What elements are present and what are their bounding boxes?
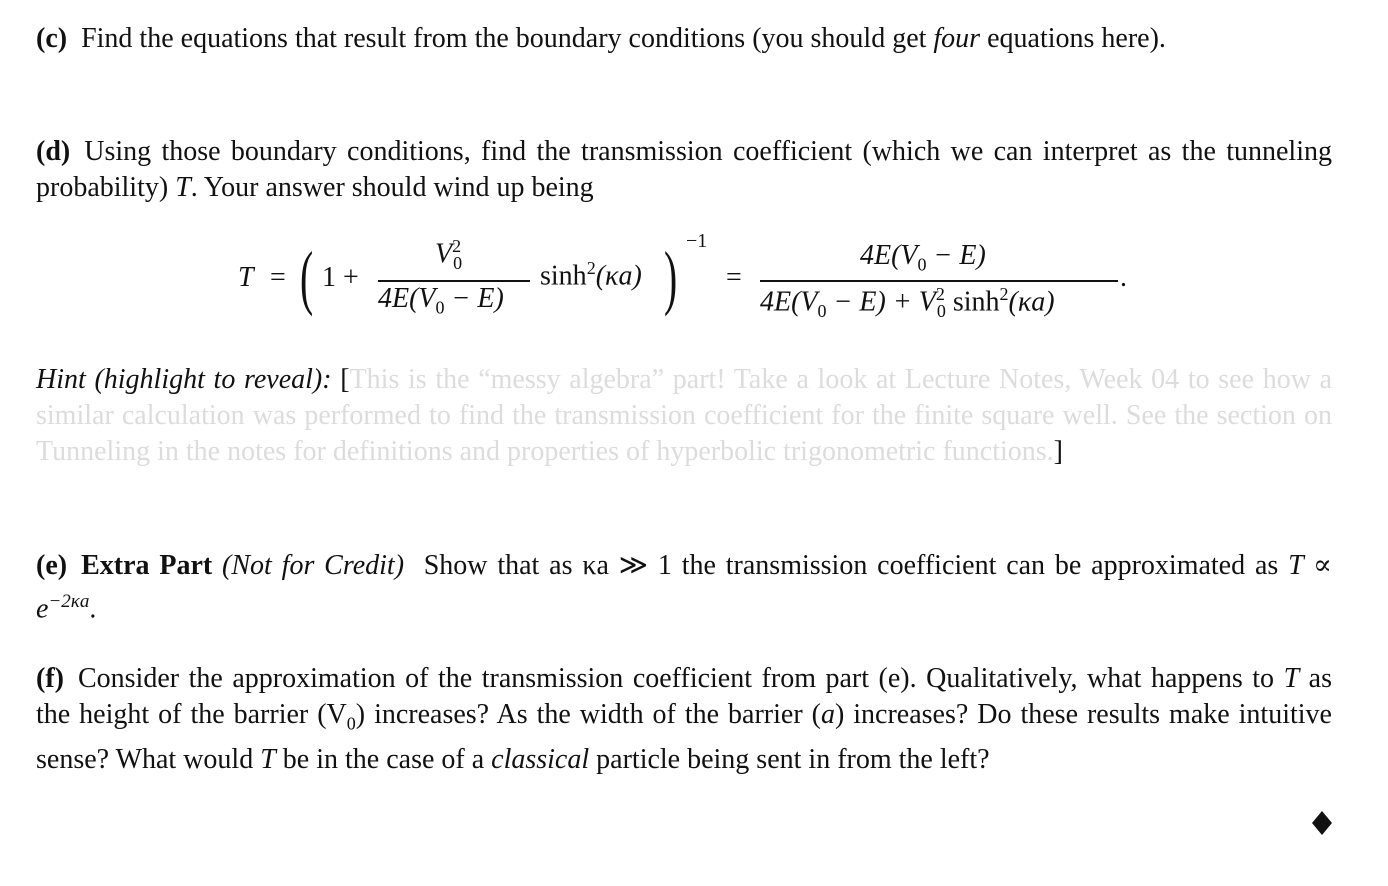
hint-label: Hint (highlight to reveal): xyxy=(36,364,332,395)
eq-num2: $4E(V_0 - E)$ xyxy=(860,240,986,275)
eq-period: . xyxy=(1120,262,1127,293)
part-f-sub: 0 xyxy=(346,713,356,734)
part-c-paragraph xyxy=(36,21,1332,57)
part-e-paragraph xyxy=(36,548,1332,627)
part-d-paragraph xyxy=(36,134,1332,206)
part-d-text-1: Using those boundary conditions, find the transmission coefficient (which we can interpret as the tunneling probability) xyxy=(36,136,1332,203)
eq-equals-2: = xyxy=(726,262,742,293)
eq-left-paren: ( xyxy=(300,237,314,317)
eq-right-paren: ) xyxy=(664,237,678,317)
part-f-T2: T xyxy=(260,743,276,775)
eq-den1: $4E(V_0 - E)$ xyxy=(378,283,504,318)
eq-num1: $V^2_0$ xyxy=(435,236,463,273)
part-c-text-1: Find the equations that result from the boundary conditions (you should get xyxy=(81,23,934,54)
part-c-emphasis: four xyxy=(933,23,981,54)
part-f-text-6: particle being sent in from the left? xyxy=(589,743,990,775)
transmission-equation xyxy=(230,228,1170,328)
part-d-label: (d) xyxy=(36,136,71,167)
part-e-math: T ∝ e xyxy=(36,550,1332,625)
part-e-sup: −2κa xyxy=(48,591,90,612)
part-f-text-3: ) increases? As the width of the barrier ( xyxy=(355,699,821,730)
part-c-label: (c) xyxy=(36,23,68,54)
part-e-text-1: Show that as κa ≫ 1 the transmission coefficient can be approximated as xyxy=(423,550,1289,581)
hint-close-bracket: ] xyxy=(1053,436,1063,467)
part-f-a: a xyxy=(820,699,835,730)
diamond-icon xyxy=(1312,811,1332,835)
part-e-paren: (Not for Credit) xyxy=(222,550,405,581)
part-f-paragraph xyxy=(36,661,1332,778)
eq-T: T xyxy=(238,262,254,293)
hint-paragraph xyxy=(36,362,1332,470)
part-f-label: (f) xyxy=(36,663,64,694)
part-f-text-5: be in the case of a xyxy=(275,743,492,775)
part-e-label: (e) xyxy=(36,550,68,581)
eq-fraction-bar-2 xyxy=(760,280,1118,282)
part-f-emphasis: classical xyxy=(491,743,590,775)
part-f-text-4: ) increases? Do these results make intuitive sense? What would xyxy=(36,699,1332,775)
part-d-text-2: . Your answer should wind up being xyxy=(190,172,594,203)
part-f-text-2: as the height of the barrier (V xyxy=(36,663,1333,730)
eq-fraction-bar-1 xyxy=(378,280,530,282)
part-f-text-1: Consider the approximation of the transmission coefficient from part (e). Qualitatively, what happens to xyxy=(77,663,1284,694)
part-e-bold: Extra Part xyxy=(81,550,213,581)
part-e-end: . xyxy=(89,593,97,625)
eq-one-plus: 1 + xyxy=(322,262,359,293)
eq-equals-1: = xyxy=(270,262,286,293)
part-d-var-T: T xyxy=(175,172,191,203)
eq-exponent: −1 xyxy=(686,230,708,252)
eq-den2: $4E(V_0 - E) + V^2_0$ $\sinh^2(\kappa a)$ xyxy=(760,284,1055,321)
hint-hidden-text[interactable]: This is the “messy algebra” part! Take a look at Lecture Notes, Week 04 to see how a similar calculation was performed to find the transmission coefficient for the finite square well. See the section on Tunneling in the notes for definitions and properties of hyperbolic trigonometric functions. xyxy=(36,364,1333,467)
part-c-text-2: equations here). xyxy=(980,23,1166,54)
part-f-T1: T xyxy=(1283,663,1300,694)
eq-sinh-1: $\sinh^2(\kappa a)$ xyxy=(540,258,642,292)
hint-open-bracket: [ xyxy=(340,364,350,395)
